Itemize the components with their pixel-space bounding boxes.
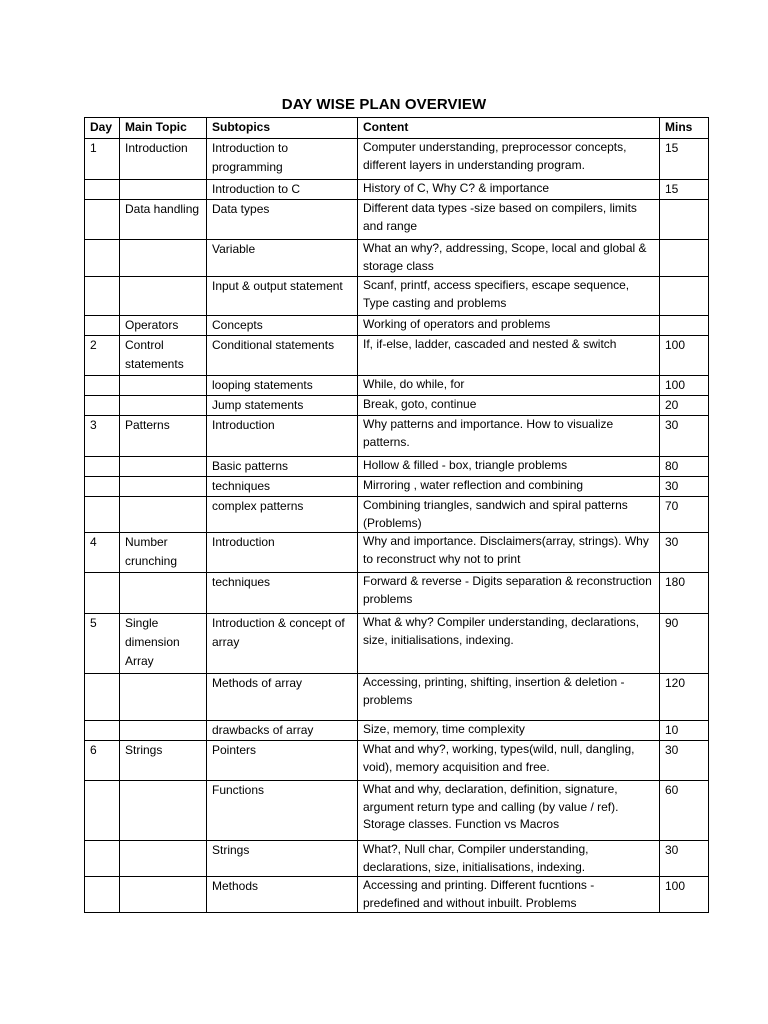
table-row	[85, 316, 709, 336]
cell-content: Working of operators and problems	[358, 316, 660, 336]
cell-subtopic: Concepts	[207, 316, 358, 336]
table-row	[85, 396, 709, 416]
cell-subtopic: looping statements	[207, 376, 358, 396]
cell-main-topic	[120, 376, 207, 396]
cell-mins	[660, 200, 709, 240]
cell-day	[85, 457, 120, 477]
cell-main-topic: Strings	[120, 741, 207, 781]
cell-day	[85, 180, 120, 200]
cell-mins: 100	[660, 336, 709, 376]
cell-main-topic	[120, 721, 207, 741]
cell-subtopic: drawbacks of array	[207, 721, 358, 741]
cell-main-topic	[120, 841, 207, 877]
table-row	[85, 139, 709, 180]
cell-content: Hollow & filled - box, triangle problems	[358, 457, 660, 477]
cell-mins	[660, 316, 709, 336]
cell-content: Accessing and printing. Different fucntions - predefined and without inbuilt. Problems	[358, 877, 660, 913]
cell-main-topic: Patterns	[120, 416, 207, 457]
table-row	[85, 240, 709, 277]
cell-subtopic: Jump statements	[207, 396, 358, 416]
cell-mins: 30	[660, 741, 709, 781]
header-day: Day	[85, 118, 120, 139]
cell-mins: 100	[660, 376, 709, 396]
header-subtopics: Subtopics	[207, 118, 358, 139]
cell-mins: 10	[660, 721, 709, 741]
cell-subtopic: complex patterns	[207, 497, 358, 533]
table-row	[85, 376, 709, 396]
cell-mins: 70	[660, 497, 709, 533]
cell-content: Why patterns and importance. How to visualize patterns.	[358, 416, 660, 457]
cell-main-topic	[120, 674, 207, 721]
cell-mins: 80	[660, 457, 709, 477]
cell-main-topic	[120, 477, 207, 497]
table-row	[85, 573, 709, 614]
cell-mins: 20	[660, 396, 709, 416]
cell-content: Why and importance. Disclaimers(array, strings). Why to reconstruct why not to print	[358, 533, 660, 573]
cell-main-topic	[120, 457, 207, 477]
cell-subtopic: techniques	[207, 477, 358, 497]
cell-content: Size, memory, time complexity	[358, 721, 660, 741]
cell-content: Accessing, printing, shifting, insertion & deletion - problems	[358, 674, 660, 721]
cell-day	[85, 841, 120, 877]
cell-content: If, if-else, ladder, cascaded and nested & switch	[358, 336, 660, 376]
table-row	[85, 533, 709, 573]
cell-content: Computer understanding, preprocessor concepts, different layers in understanding program.	[358, 139, 660, 180]
cell-main-topic	[120, 497, 207, 533]
cell-day	[85, 316, 120, 336]
cell-mins	[660, 240, 709, 277]
cell-subtopic: Methods of array	[207, 674, 358, 721]
cell-content: Break, goto, continue	[358, 396, 660, 416]
table-row	[85, 741, 709, 781]
cell-mins: 30	[660, 416, 709, 457]
cell-day	[85, 277, 120, 316]
cell-mins: 30	[660, 533, 709, 573]
cell-day	[85, 573, 120, 614]
cell-subtopic: Strings	[207, 841, 358, 877]
cell-day: 5	[85, 614, 120, 674]
cell-mins: 30	[660, 477, 709, 497]
cell-mins: 15	[660, 139, 709, 180]
cell-subtopic: Data types	[207, 200, 358, 240]
cell-subtopic: Introduction to C	[207, 180, 358, 200]
cell-mins: 60	[660, 781, 709, 841]
cell-content: Scanf, printf, access specifiers, escape sequence, Type casting and problems	[358, 277, 660, 316]
table-row	[85, 781, 709, 841]
table-row	[85, 200, 709, 240]
cell-day: 6	[85, 741, 120, 781]
table-row	[85, 457, 709, 477]
cell-day: 1	[85, 139, 120, 180]
cell-content: While, do while, for	[358, 376, 660, 396]
table-row	[85, 477, 709, 497]
cell-day	[85, 781, 120, 841]
cell-main-topic: Introduction	[120, 139, 207, 180]
cell-day	[85, 477, 120, 497]
cell-day	[85, 721, 120, 741]
cell-main-topic	[120, 396, 207, 416]
cell-main-topic: Control statements	[120, 336, 207, 376]
cell-main-topic	[120, 573, 207, 614]
cell-main-topic	[120, 277, 207, 316]
cell-day	[85, 497, 120, 533]
cell-mins: 15	[660, 180, 709, 200]
cell-subtopic: Conditional statements	[207, 336, 358, 376]
cell-day: 4	[85, 533, 120, 573]
table-row	[85, 277, 709, 316]
cell-day: 3	[85, 416, 120, 457]
cell-main-topic: Number crunching	[120, 533, 207, 573]
cell-day	[85, 877, 120, 913]
cell-subtopic: Pointers	[207, 741, 358, 781]
cell-main-topic	[120, 781, 207, 841]
table-row	[85, 614, 709, 674]
day-wise-plan-table	[84, 117, 709, 913]
cell-mins: 120	[660, 674, 709, 721]
cell-subtopic: Functions	[207, 781, 358, 841]
cell-content: What?, Null char, Compiler understanding, declarations, size, initialisations, indexing.	[358, 841, 660, 877]
cell-content: What and why, declaration, definition, signature, argument return type and calling (by value / ref). Storage classes. Function vs Macros	[358, 781, 660, 841]
cell-subtopic: Variable	[207, 240, 358, 277]
cell-main-topic	[120, 180, 207, 200]
table-row	[85, 674, 709, 721]
header-main-topic: Main Topic	[120, 118, 207, 139]
cell-main-topic: Data handling	[120, 200, 207, 240]
cell-day	[85, 240, 120, 277]
header-content: Content	[358, 118, 660, 139]
table-row	[85, 416, 709, 457]
table-row	[85, 721, 709, 741]
cell-subtopic: Methods	[207, 877, 358, 913]
cell-day	[85, 376, 120, 396]
cell-content: What an why?, addressing, Scope, local and global & storage class	[358, 240, 660, 277]
table-row	[85, 877, 709, 913]
cell-main-topic: Single dimension Array	[120, 614, 207, 674]
cell-day	[85, 674, 120, 721]
cell-subtopic: Basic patterns	[207, 457, 358, 477]
table-row	[85, 497, 709, 533]
cell-subtopic: Introduction	[207, 416, 358, 457]
header-mins: Mins	[660, 118, 709, 139]
page-title: DAY WISE PLAN OVERVIEW	[281, 96, 487, 113]
cell-mins: 90	[660, 614, 709, 674]
cell-subtopic: Introduction & concept of array	[207, 614, 358, 674]
cell-mins	[660, 277, 709, 316]
cell-content: Forward & reverse - Digits separation & reconstruction problems	[358, 573, 660, 614]
cell-day	[85, 396, 120, 416]
cell-subtopic: Input & output statement	[207, 277, 358, 316]
cell-subtopic: techniques	[207, 573, 358, 614]
table-body	[85, 139, 709, 913]
cell-mins: 30	[660, 841, 709, 877]
cell-mins: 100	[660, 877, 709, 913]
table-header-row	[85, 118, 709, 139]
cell-content: What & why? Compiler understanding, declarations, size, initialisations, indexing.	[358, 614, 660, 674]
cell-main-topic: Operators	[120, 316, 207, 336]
cell-content: Mirroring , water reflection and combining	[358, 477, 660, 497]
cell-content: What and why?, working, types(wild, null, dangling, void), memory acquisition and free.	[358, 741, 660, 781]
cell-subtopic: Introduction	[207, 533, 358, 573]
cell-main-topic	[120, 877, 207, 913]
cell-day	[85, 200, 120, 240]
table-row	[85, 841, 709, 877]
table-row	[85, 336, 709, 376]
cell-main-topic	[120, 240, 207, 277]
cell-content: History of C, Why C? & importance	[358, 180, 660, 200]
table-row	[85, 180, 709, 200]
cell-mins: 180	[660, 573, 709, 614]
cell-content: Different data types -size based on compilers, limits and range	[358, 200, 660, 240]
cell-day: 2	[85, 336, 120, 376]
cell-subtopic: Introduction to programming	[207, 139, 358, 180]
cell-content: Combining triangles, sandwich and spiral patterns (Problems)	[358, 497, 660, 533]
